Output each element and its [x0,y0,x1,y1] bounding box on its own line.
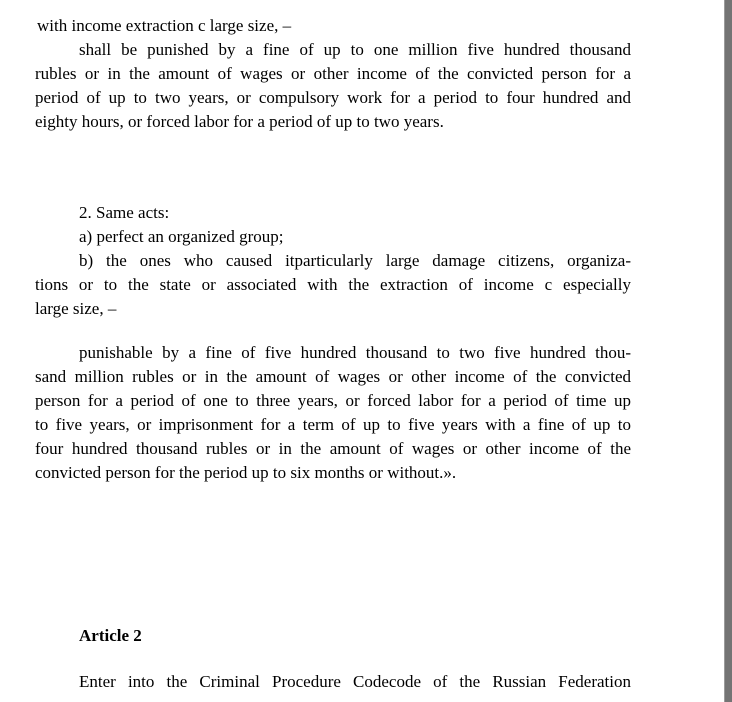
window-right-edge-bar [724,0,732,702]
paragraph-punishment-2 [35,341,631,485]
paragraph-same-acts [35,201,631,225]
text-line: large size, – [35,299,117,318]
text-line: 2. Same acts: [79,203,170,222]
text-line: shall be punished by a fine of up to one million five hundred thousand [79,40,631,59]
text-line: tions or to the state or associated with the extraction of income c especially [35,275,631,294]
paragraph-punishment-1 [35,38,631,134]
paragraph-continuation [35,14,631,38]
text-line: with income extraction c large size, – [37,16,292,35]
text-line: eighty hours, or forced labor for a period of up to two years. [35,112,444,131]
text-line: rubles or in the amount of wages or other income of the convicted person for a [35,64,631,83]
text-line: punishable by a fine of five hundred thousand to two five hundred thou- [79,343,631,362]
text-line: period of up to two years, or compulsory work for a period to four hundred and [35,88,631,107]
text-line: b) the ones who caused itparticularly large damage citizens, organiza- [79,251,631,270]
article-2-heading [35,624,631,648]
paragraph-enter-into [35,670,631,694]
text-line: convicted person for the period up to six months or without.». [35,463,457,482]
text-line: to five years, or imprisonment for a term of up to five years with a fine of up to [35,415,631,434]
heading-line: Article 2 [79,626,142,645]
paragraph-item-a [35,225,631,249]
text-line: four hundred thousand rubles or in the amount of wages or other income of the [35,439,631,458]
paragraph-item-b [35,249,631,321]
text-line: a) perfect an organized group; [79,227,284,246]
text-line: Enter into the Criminal Procedure Codecode of the Russian Federation [79,672,631,691]
document-text-area [35,14,631,694]
text-line: person for a period of one to three years, or forced labor for a period of time up [35,391,631,410]
text-line: sand million rubles or in the amount of wages or other income of the convicted [35,367,631,386]
